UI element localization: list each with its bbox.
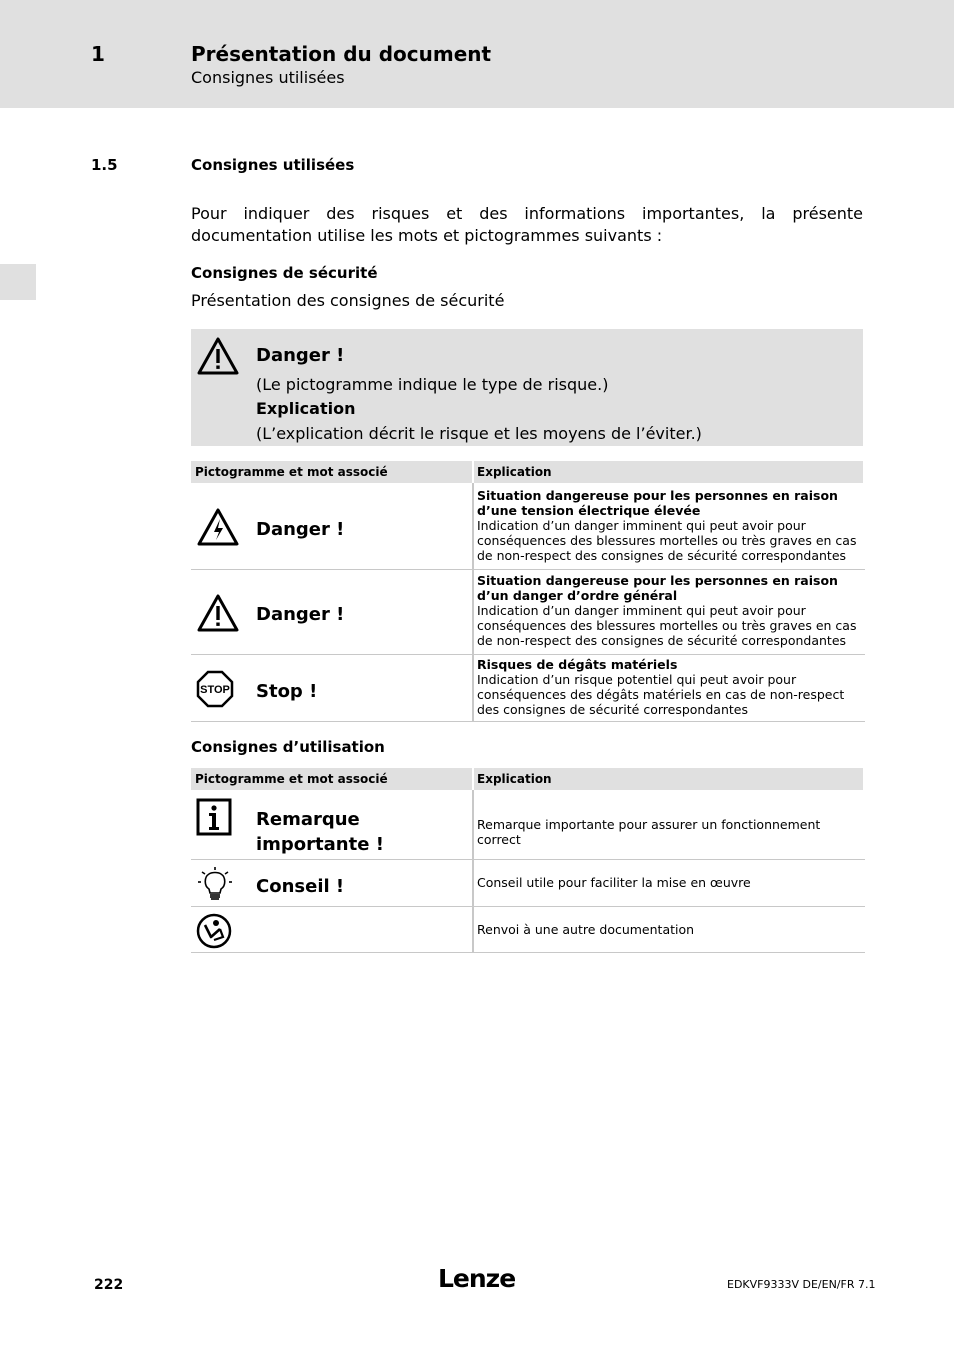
row-explication [477,573,861,648]
usage-table-header [191,768,863,790]
svg-text:STOP: STOP [200,684,230,696]
table-row [191,790,865,860]
row-explication: Remarque importante pour assurer un fonctionnement correct [477,817,821,847]
row-explication-text: Indication d’un danger imminent qui peut avoir pour conséquences des blessures mortelles ou très graves en cas de non-respect des consignes de sécurité correspondantes [477,518,857,563]
signal-word-line1: Remarque [256,809,360,830]
info-icon [196,798,232,836]
row-explication-text: Indication d’un danger imminent qui peut avoir pour conséquences des blessures mortelles ou très graves en cas de non-respect des consignes de sécurité correspondantes [477,603,857,648]
general-warning-icon [196,593,240,633]
row-explication [477,488,861,563]
column-header-explication: Explication [477,772,552,786]
column-header-explication: Explication [477,465,552,479]
row-explication-title: Situation dangereuse pour les personnes en raison d’une tension électrique élevée [477,488,838,518]
safety-heading: Consignes de sécurité [191,264,378,282]
general-warning-icon [196,336,240,376]
section-number: 1.5 [91,156,118,174]
column-header-pictogram: Pictogramme et mot associé [195,465,388,479]
table-row [191,907,865,953]
chapter-title: Présentation du document [191,42,492,66]
table-row [191,860,865,907]
intro-paragraph: Pour indiquer des risques et des informations importantes, la présente documentation utilise les mots et pictogrammes suivants : [191,204,863,245]
signal-word: Stop ! [256,681,318,702]
chapter-number: 1 [91,42,105,66]
row-explication-title: Risques de dégâts matériels [477,657,678,672]
danger-explication-note: (L’explication décrit le risque et les moyens de l’éviter.) [256,424,702,443]
lightbulb-icon [196,866,234,904]
page-number: 222 [94,1277,124,1293]
danger-explication-label: Explication [256,399,356,418]
lenze-logo: Lenze [438,1264,516,1293]
stop-icon [196,670,234,708]
column-header-pictogram: Pictogramme et mot associé [195,772,388,786]
usage-heading: Consignes d’utilisation [191,738,385,756]
danger-example-box [191,329,863,446]
table-row [191,483,865,570]
signal-word [256,807,384,857]
safety-subheading: Présentation des consignes de sécurité [191,291,505,310]
chapter-side-tab [0,264,36,300]
row-explication [477,657,861,717]
signal-word: Conseil ! [256,876,345,897]
chapter-subtitle: Consignes utilisées [191,68,345,87]
signal-word: Danger ! [256,519,345,540]
row-explication: Renvoi à une autre documentation [477,922,695,937]
document-reference: EDKVF9333V DE/EN/FR 7.1 [727,1278,876,1291]
row-explication-text: Indication d’un risque potentiel qui peut avoir pour conséquences des dégâts matériels en cas de non-respect des consignes de sécurité correspondantes [477,672,845,717]
section-title: Consignes utilisées [191,156,355,174]
reference-book-icon [196,913,232,949]
row-explication: Conseil utile pour faciliter la mise en œuvre [477,875,751,890]
row-explication-title: Situation dangereuse pour les personnes en raison d’un danger d’ordre général [477,573,838,603]
table-row [191,570,865,655]
signal-word-line2: importante ! [256,834,384,855]
electrical-warning-icon [196,507,240,547]
danger-signal-word: Danger ! [256,345,345,366]
signal-word: Danger ! [256,604,345,625]
danger-pictogram-note: (Le pictogramme indique le type de risque.) [256,375,609,394]
safety-table-header [191,461,863,483]
table-row [191,655,865,722]
